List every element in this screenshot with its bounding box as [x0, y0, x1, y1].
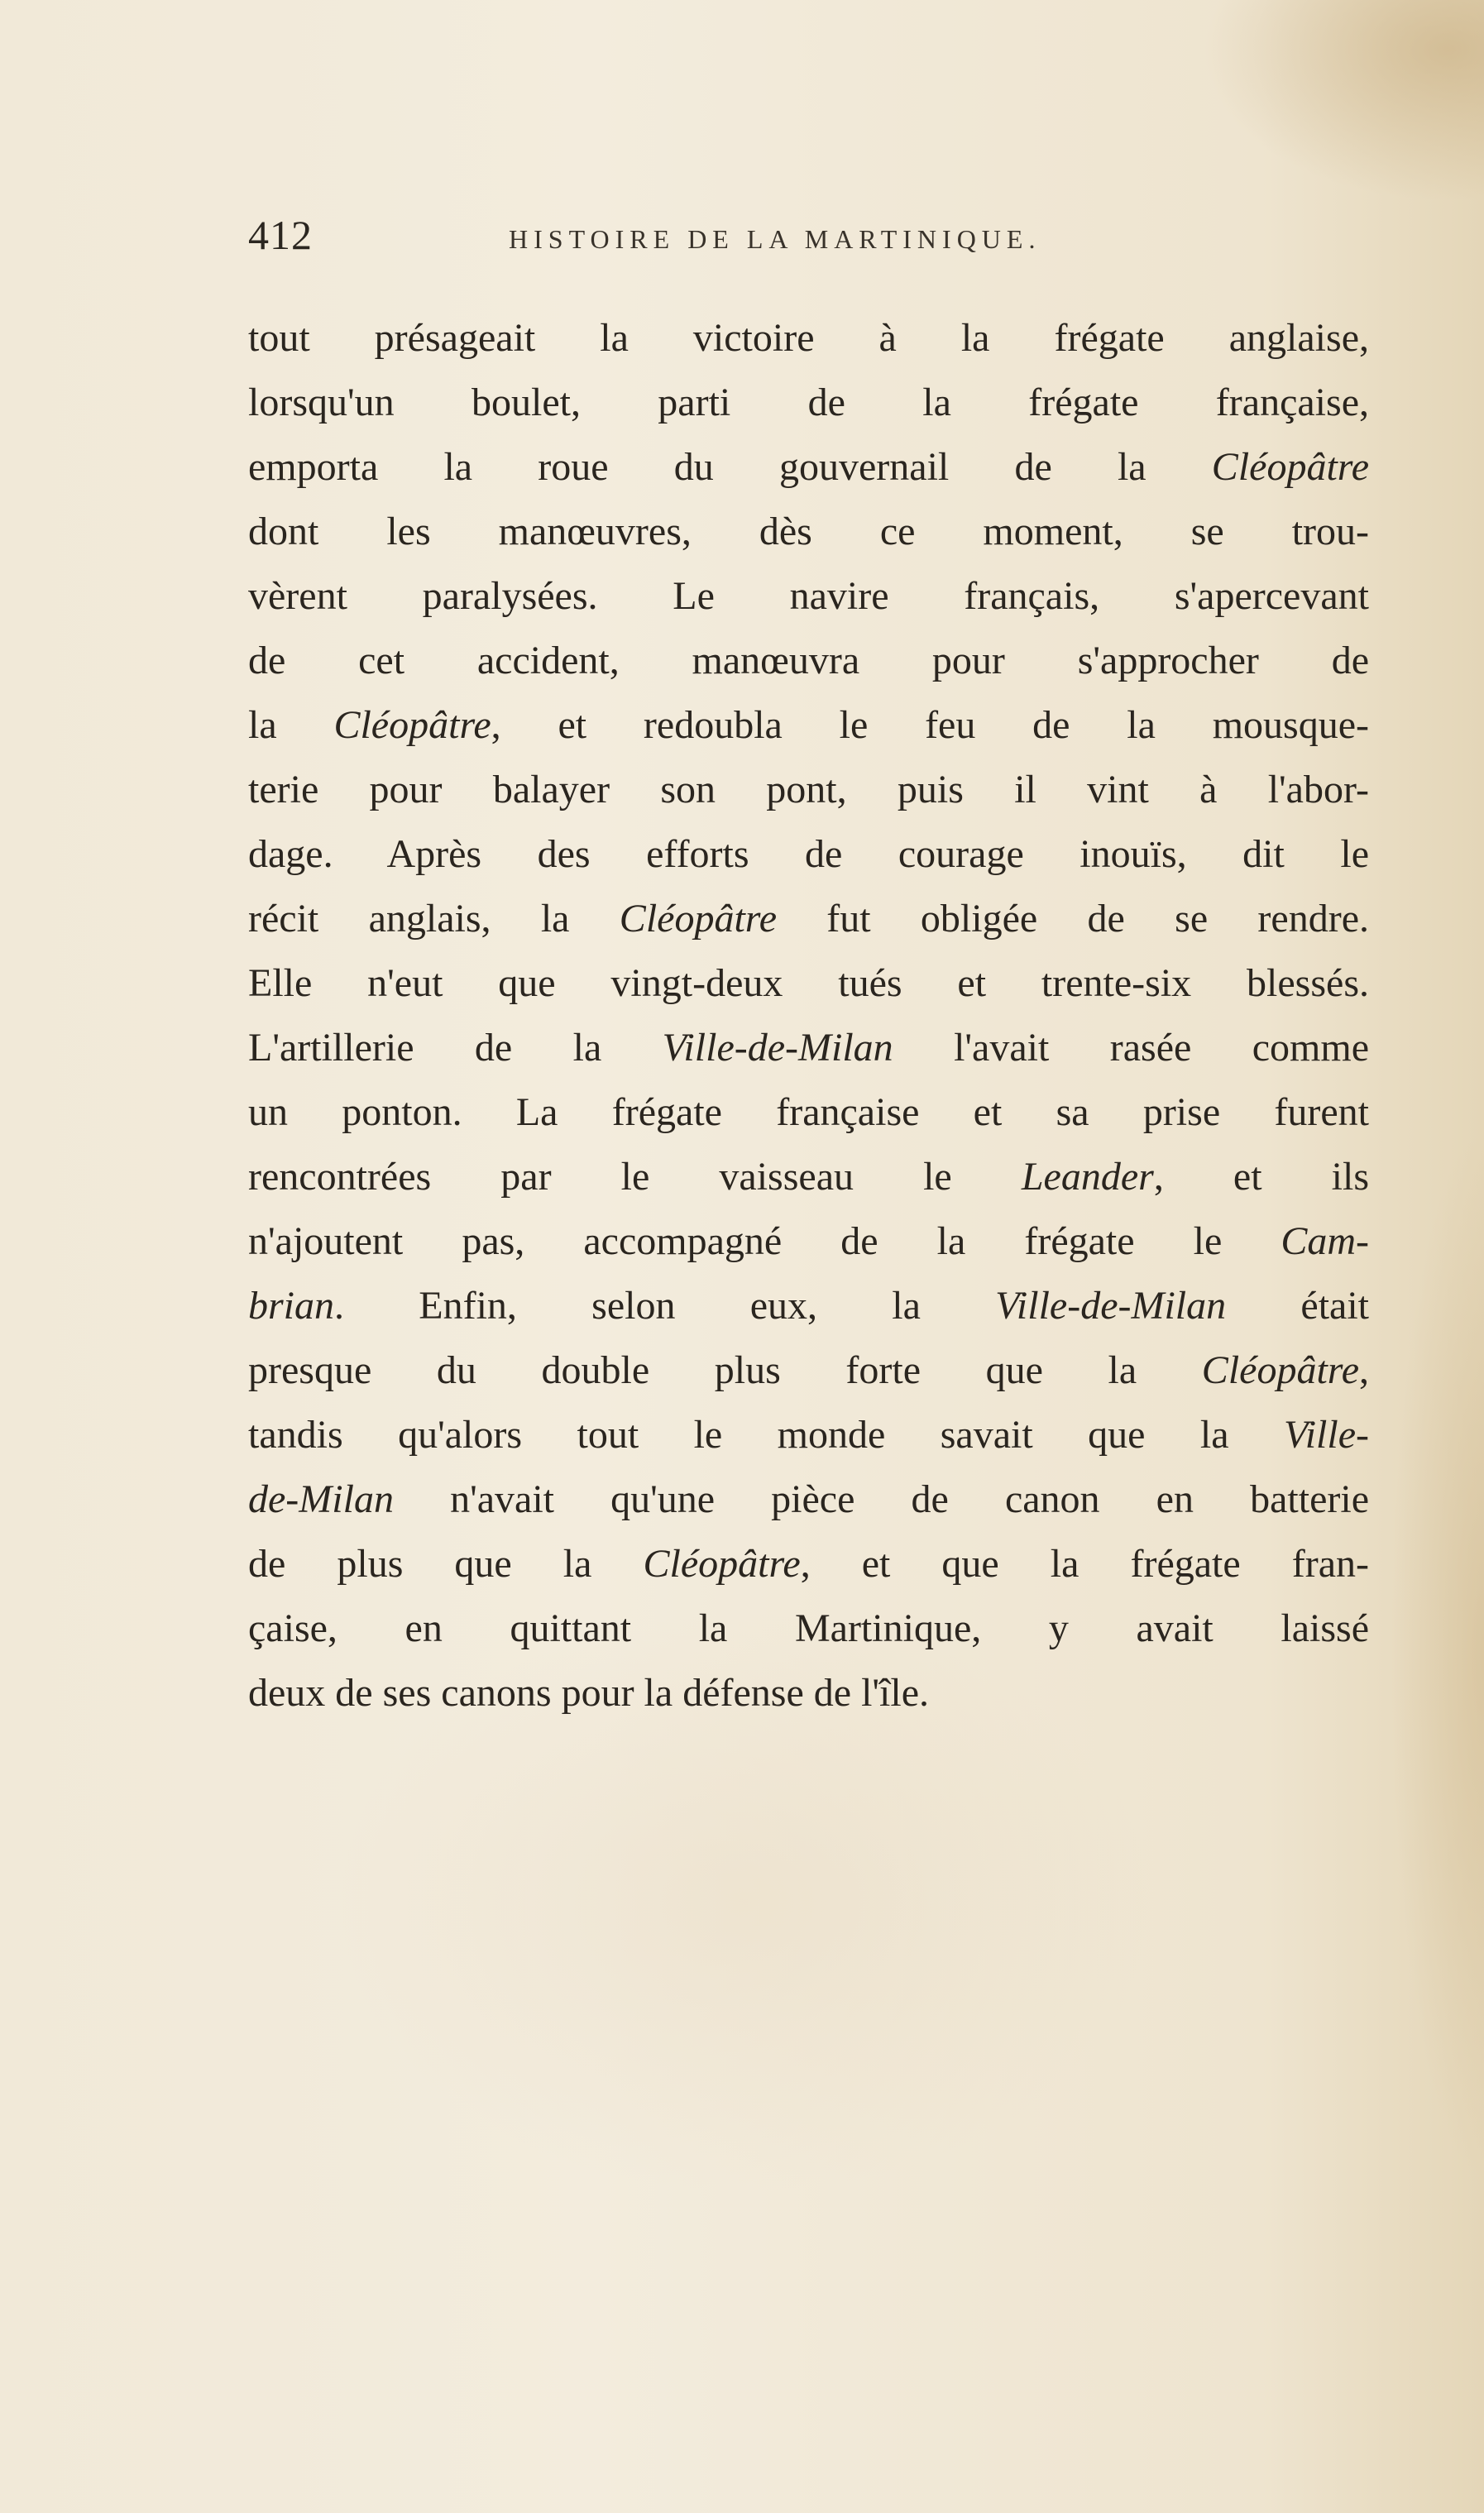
- text-line: tout présageait la victoire à la frégate anglaise,: [248, 316, 1369, 360]
- text-line: un ponton. La frégate française et sa prise furent: [248, 1090, 1369, 1134]
- text-line: de-Milan n'avait qu'une pièce de canon en batterie: [248, 1477, 1369, 1521]
- ship-name: brian: [248, 1284, 335, 1328]
- ship-name: Leander: [1021, 1155, 1154, 1199]
- running-head: HISTOIRE DE LA MARTINIQUE.: [509, 224, 1041, 254]
- text-line: Elle n'eut que vingt-deux tués et trente-six blessés.: [248, 961, 1369, 1005]
- text-line: rencontrées par le vaisseau le Leander, et ils: [248, 1155, 1369, 1199]
- ship-name: Cam-: [1281, 1219, 1369, 1263]
- text-line: dage. Après des efforts de courage inouïs, dit le: [248, 832, 1369, 876]
- text-line: de plus que la Cléopâtre, et que la frégate fran-: [248, 1542, 1370, 1586]
- ship-name: de-Milan: [248, 1477, 394, 1521]
- ship-name: Cléopâtre: [333, 703, 491, 747]
- text-line: brian. Enfin, selon eux, la Ville-de-Milan était: [248, 1284, 1369, 1328]
- text-line: presque du double plus forte que la Cléopâtre,: [248, 1348, 1369, 1392]
- ship-name: Cléopâtre: [1211, 445, 1369, 489]
- ship-name: Ville-de-Milan: [662, 1026, 893, 1070]
- text-line: n'ajoutent pas, accompagné de la frégate le Cam-: [248, 1219, 1369, 1263]
- text-line: emporta la roue du gouvernail de la Cléopâtre: [248, 445, 1369, 489]
- text-line: de cet accident, manœuvra pour s'approcher de: [248, 639, 1369, 682]
- page-number: 412: [248, 212, 313, 258]
- text-line: lorsqu'un boulet, parti de la frégate française,: [248, 381, 1369, 424]
- text-line: la Cléopâtre, et redoubla le feu de la mousque-: [248, 703, 1370, 747]
- text-line: tandis qu'alors tout le monde savait que la Ville-: [248, 1413, 1369, 1457]
- text-line-last: deux de ses canons pour la défense de l'île.: [248, 1671, 930, 1715]
- ship-name: Cléopâtre: [1201, 1348, 1359, 1392]
- page-header: [248, 211, 1390, 269]
- text-line: dont les manœuvres, dès ce moment, se trou-: [248, 510, 1369, 553]
- text-line: récit anglais, la Cléopâtre fut obligée de se rendre.: [248, 897, 1370, 941]
- ship-name: Ville-: [1283, 1413, 1369, 1457]
- body-text: [248, 306, 1369, 1726]
- text-line: terie pour balayer son pont, puis il vint à l'abor-: [248, 768, 1369, 811]
- text-line: L'artillerie de la Ville-de-Milan l'avait rasée comme: [248, 1026, 1369, 1070]
- ship-name: Cléopâtre: [643, 1542, 801, 1586]
- ship-name: Cléopâtre: [619, 897, 777, 941]
- ship-name: Ville-de-Milan: [995, 1284, 1227, 1328]
- text-line: vèrent paralysées. Le navire français, s'apercevant: [248, 574, 1369, 618]
- text-line: çaise, en quittant la Martinique, y avait laissé: [248, 1606, 1369, 1650]
